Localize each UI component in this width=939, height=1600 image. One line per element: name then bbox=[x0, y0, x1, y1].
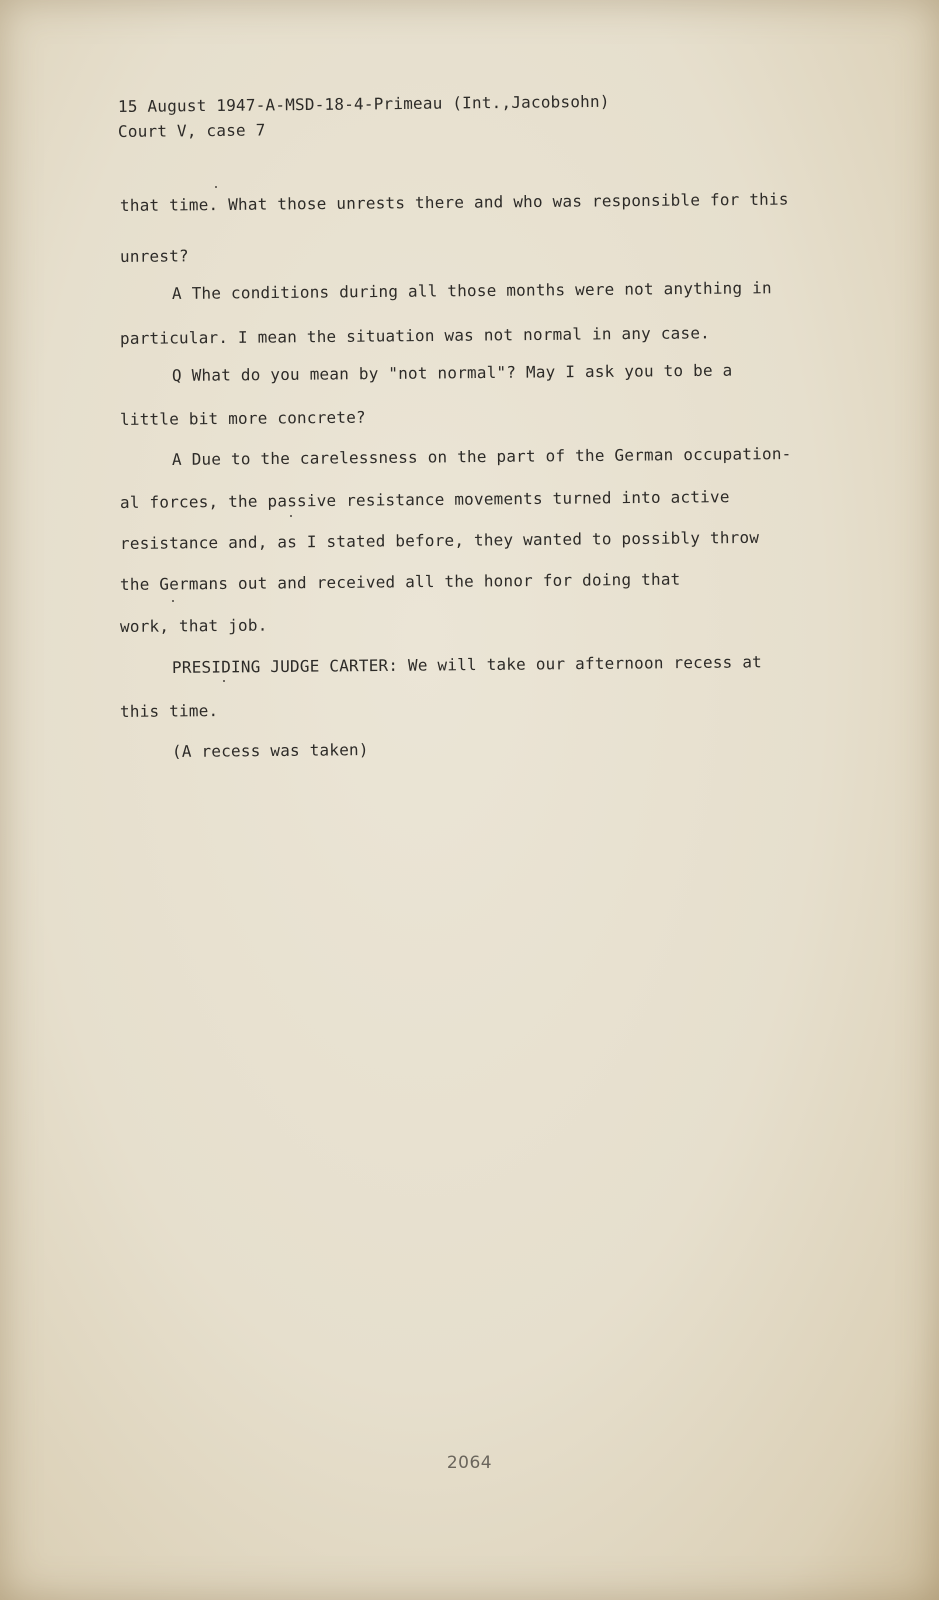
header-date-line: 15 August 1947-A-MSD-18-4-Primeau (Int.,Jacobsohn) bbox=[117, 91, 610, 116]
header-court-line: Court V, case 7 bbox=[117, 120, 266, 141]
transcript-answer: A The conditions during all those months were not anything in bbox=[171, 278, 772, 303]
page-number: 2064 bbox=[446, 1453, 493, 1473]
transcript-line: resistance and, as I stated before, they wanted to possibly throw bbox=[119, 527, 760, 553]
transcript-line: al forces, the passive resistance movements turned into active bbox=[119, 487, 730, 512]
presiding-judge-statement: PRESIDING JUDGE CARTER: We will take our afternoon recess at bbox=[171, 652, 763, 677]
recess-note: (A recess was taken) bbox=[171, 740, 369, 761]
transcript-line: particular. I mean the situation was not normal in any case. bbox=[119, 323, 711, 348]
transcript-answer: A Due to the carelessness on the part of the German occupation- bbox=[171, 444, 792, 469]
ink-speck bbox=[290, 515, 292, 517]
transcript-question: Q What do you mean by "not normal"? May I ask you to be a bbox=[171, 360, 733, 385]
transcript-line: that time. What those unrests there and who was responsible for this bbox=[119, 189, 789, 215]
transcript-line: unrest? bbox=[119, 246, 189, 266]
transcript-line: little bit more concrete? bbox=[119, 407, 366, 429]
ink-speck bbox=[223, 680, 225, 682]
transcript-line: this time. bbox=[119, 701, 219, 721]
transcript-line: work, that job. bbox=[119, 615, 268, 636]
transcript-line: the Germans out and received all the honor for doing that bbox=[119, 569, 681, 594]
ink-speck bbox=[172, 600, 174, 602]
ink-speck bbox=[215, 186, 217, 188]
